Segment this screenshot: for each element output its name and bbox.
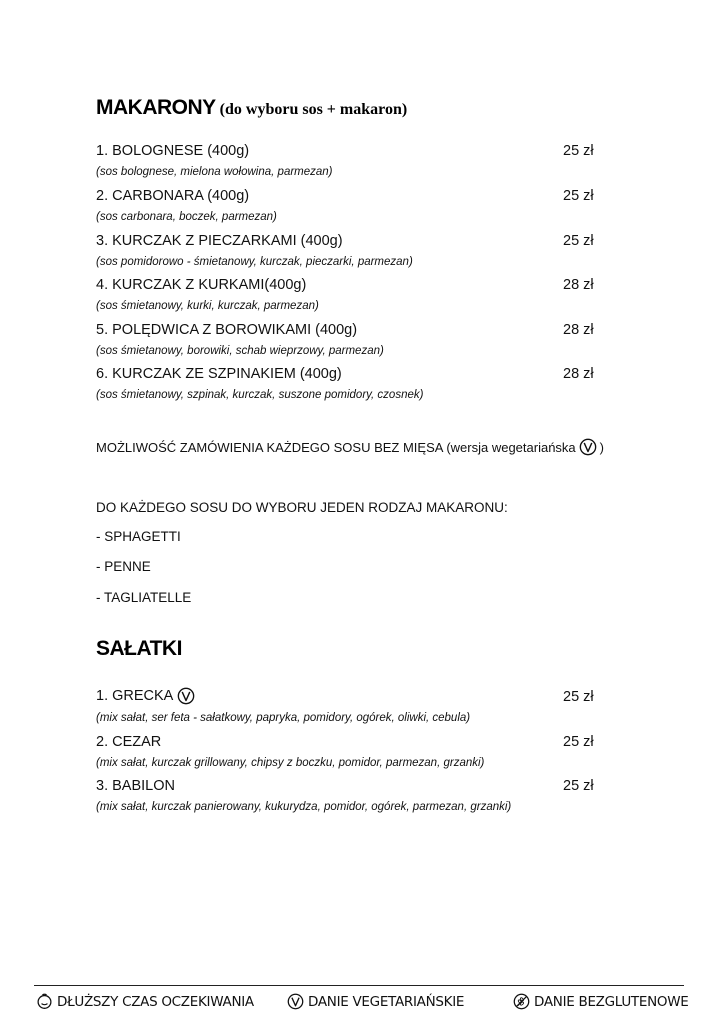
pasta-section-heading: MAKARONY <box>96 96 216 119</box>
clock-icon <box>36 993 53 1010</box>
pasta-item-2-price: 25 zł <box>563 188 594 204</box>
pasta-type-2: - PENNE <box>96 559 151 574</box>
salad-item-2-name: 2. CEZAR <box>96 734 162 750</box>
pasta-item-4-name: 4. KURCZAK Z KURKAMI(400g) <box>96 277 307 293</box>
salad-item-3-price: 25 zł <box>563 778 594 794</box>
salad-item-3-desc: (mix sałat, kurczak panierowany, kukurydza, pomidor, ogórek, parmezan, grzanki) <box>96 801 512 813</box>
pasta-item-2-name: 2. CARBONARA (400g) <box>96 188 250 204</box>
pasta-section-title <box>96 96 407 120</box>
salad-item-3-name: 3. BABILON <box>96 778 175 794</box>
vegetarian-icon <box>177 687 195 705</box>
legend-vegetarian <box>287 993 464 1010</box>
pasta-item-5-desc: (sos śmietanowy, borowiki, schab wieprzowy, parmezan) <box>96 345 384 357</box>
legend-gluten-free <box>513 993 689 1010</box>
pasta-item-1-desc: (sos bolognese, mielona wołowina, parmezan) <box>96 166 333 178</box>
salad-item-2-desc: (mix sałat, kurczak grillowany, chipsy z boczku, pomidor, parmezan, grzanki) <box>96 757 485 769</box>
pasta-item-1-price: 25 zł <box>563 143 594 159</box>
vegetarian-sauce-note <box>96 438 604 456</box>
pasta-section-subtitle: (do wyboru sos + makaron) <box>219 101 408 118</box>
pasta-type-3: - TAGLIATELLE <box>96 590 192 605</box>
gluten-free-icon <box>513 993 530 1010</box>
pasta-type-1: - SPHAGETTI <box>96 529 181 544</box>
footer-divider <box>34 985 684 986</box>
pasta-item-2-desc: (sos carbonara, boczek, parmezan) <box>96 211 277 223</box>
pasta-item-6-price: 28 zł <box>563 366 594 382</box>
pasta-item-1-name: 1. BOLOGNESE (400g) <box>96 143 250 159</box>
vegetarian-sauce-note-close: ) <box>599 439 604 455</box>
vegetarian-icon <box>579 438 597 456</box>
pasta-item-6-name: 6. KURCZAK ZE SZPINAKIEM (400g) <box>96 366 342 382</box>
salad-item-2-price: 25 zł <box>563 734 594 750</box>
pasta-item-5-name: 5. POLĘDWICA Z BOROWIKAMI (400g) <box>96 322 358 338</box>
salad-section-title: SAŁATKI <box>96 637 182 660</box>
salad-item-1-label: 1. GRECKA <box>96 688 174 704</box>
legend-gluten-free-label: DANIE BEZGLUTENOWE <box>534 993 689 1010</box>
salad-item-1-name <box>96 687 195 705</box>
pasta-item-4-desc: (sos śmietanowy, kurki, kurczak, parmezan) <box>96 300 319 312</box>
legend-long-wait-label: DŁUŻSZY CZAS OCZEKIWANIA <box>57 993 254 1010</box>
salad-item-1-price: 25 zł <box>563 689 594 705</box>
legend-long-wait <box>36 993 254 1010</box>
salad-item-1-desc: (mix sałat, ser feta - sałatkowy, papryka, pomidory, ogórek, oliwki, cebula) <box>96 712 471 724</box>
legend-vegetarian-label: DANIE VEGETARIAŃSKIE <box>308 993 465 1010</box>
pasta-item-3-name: 3. KURCZAK Z PIECZARKAMI (400g) <box>96 233 343 249</box>
pasta-item-4-price: 28 zł <box>563 277 594 293</box>
pasta-item-5-price: 28 zł <box>563 322 594 338</box>
vegetarian-sauce-note-text: MOŻLIWOŚĆ ZAMÓWIENIA KAŻDEGO SOSU BEZ MIĘSA (wersja wegetariańska <box>96 439 576 455</box>
vegetarian-icon <box>287 993 304 1010</box>
pasta-item-6-desc: (sos śmietanowy, szpinak, kurczak, suszone pomidory, czosnek) <box>96 389 424 401</box>
pasta-item-3-desc: (sos pomidorowo - śmietanowy, kurczak, pieczarki, parmezan) <box>96 256 413 268</box>
pasta-item-3-price: 25 zł <box>563 233 594 249</box>
pasta-choice-note: DO KAŻDEGO SOSU DO WYBORU JEDEN RODZAJ MAKARONU: <box>96 500 508 515</box>
